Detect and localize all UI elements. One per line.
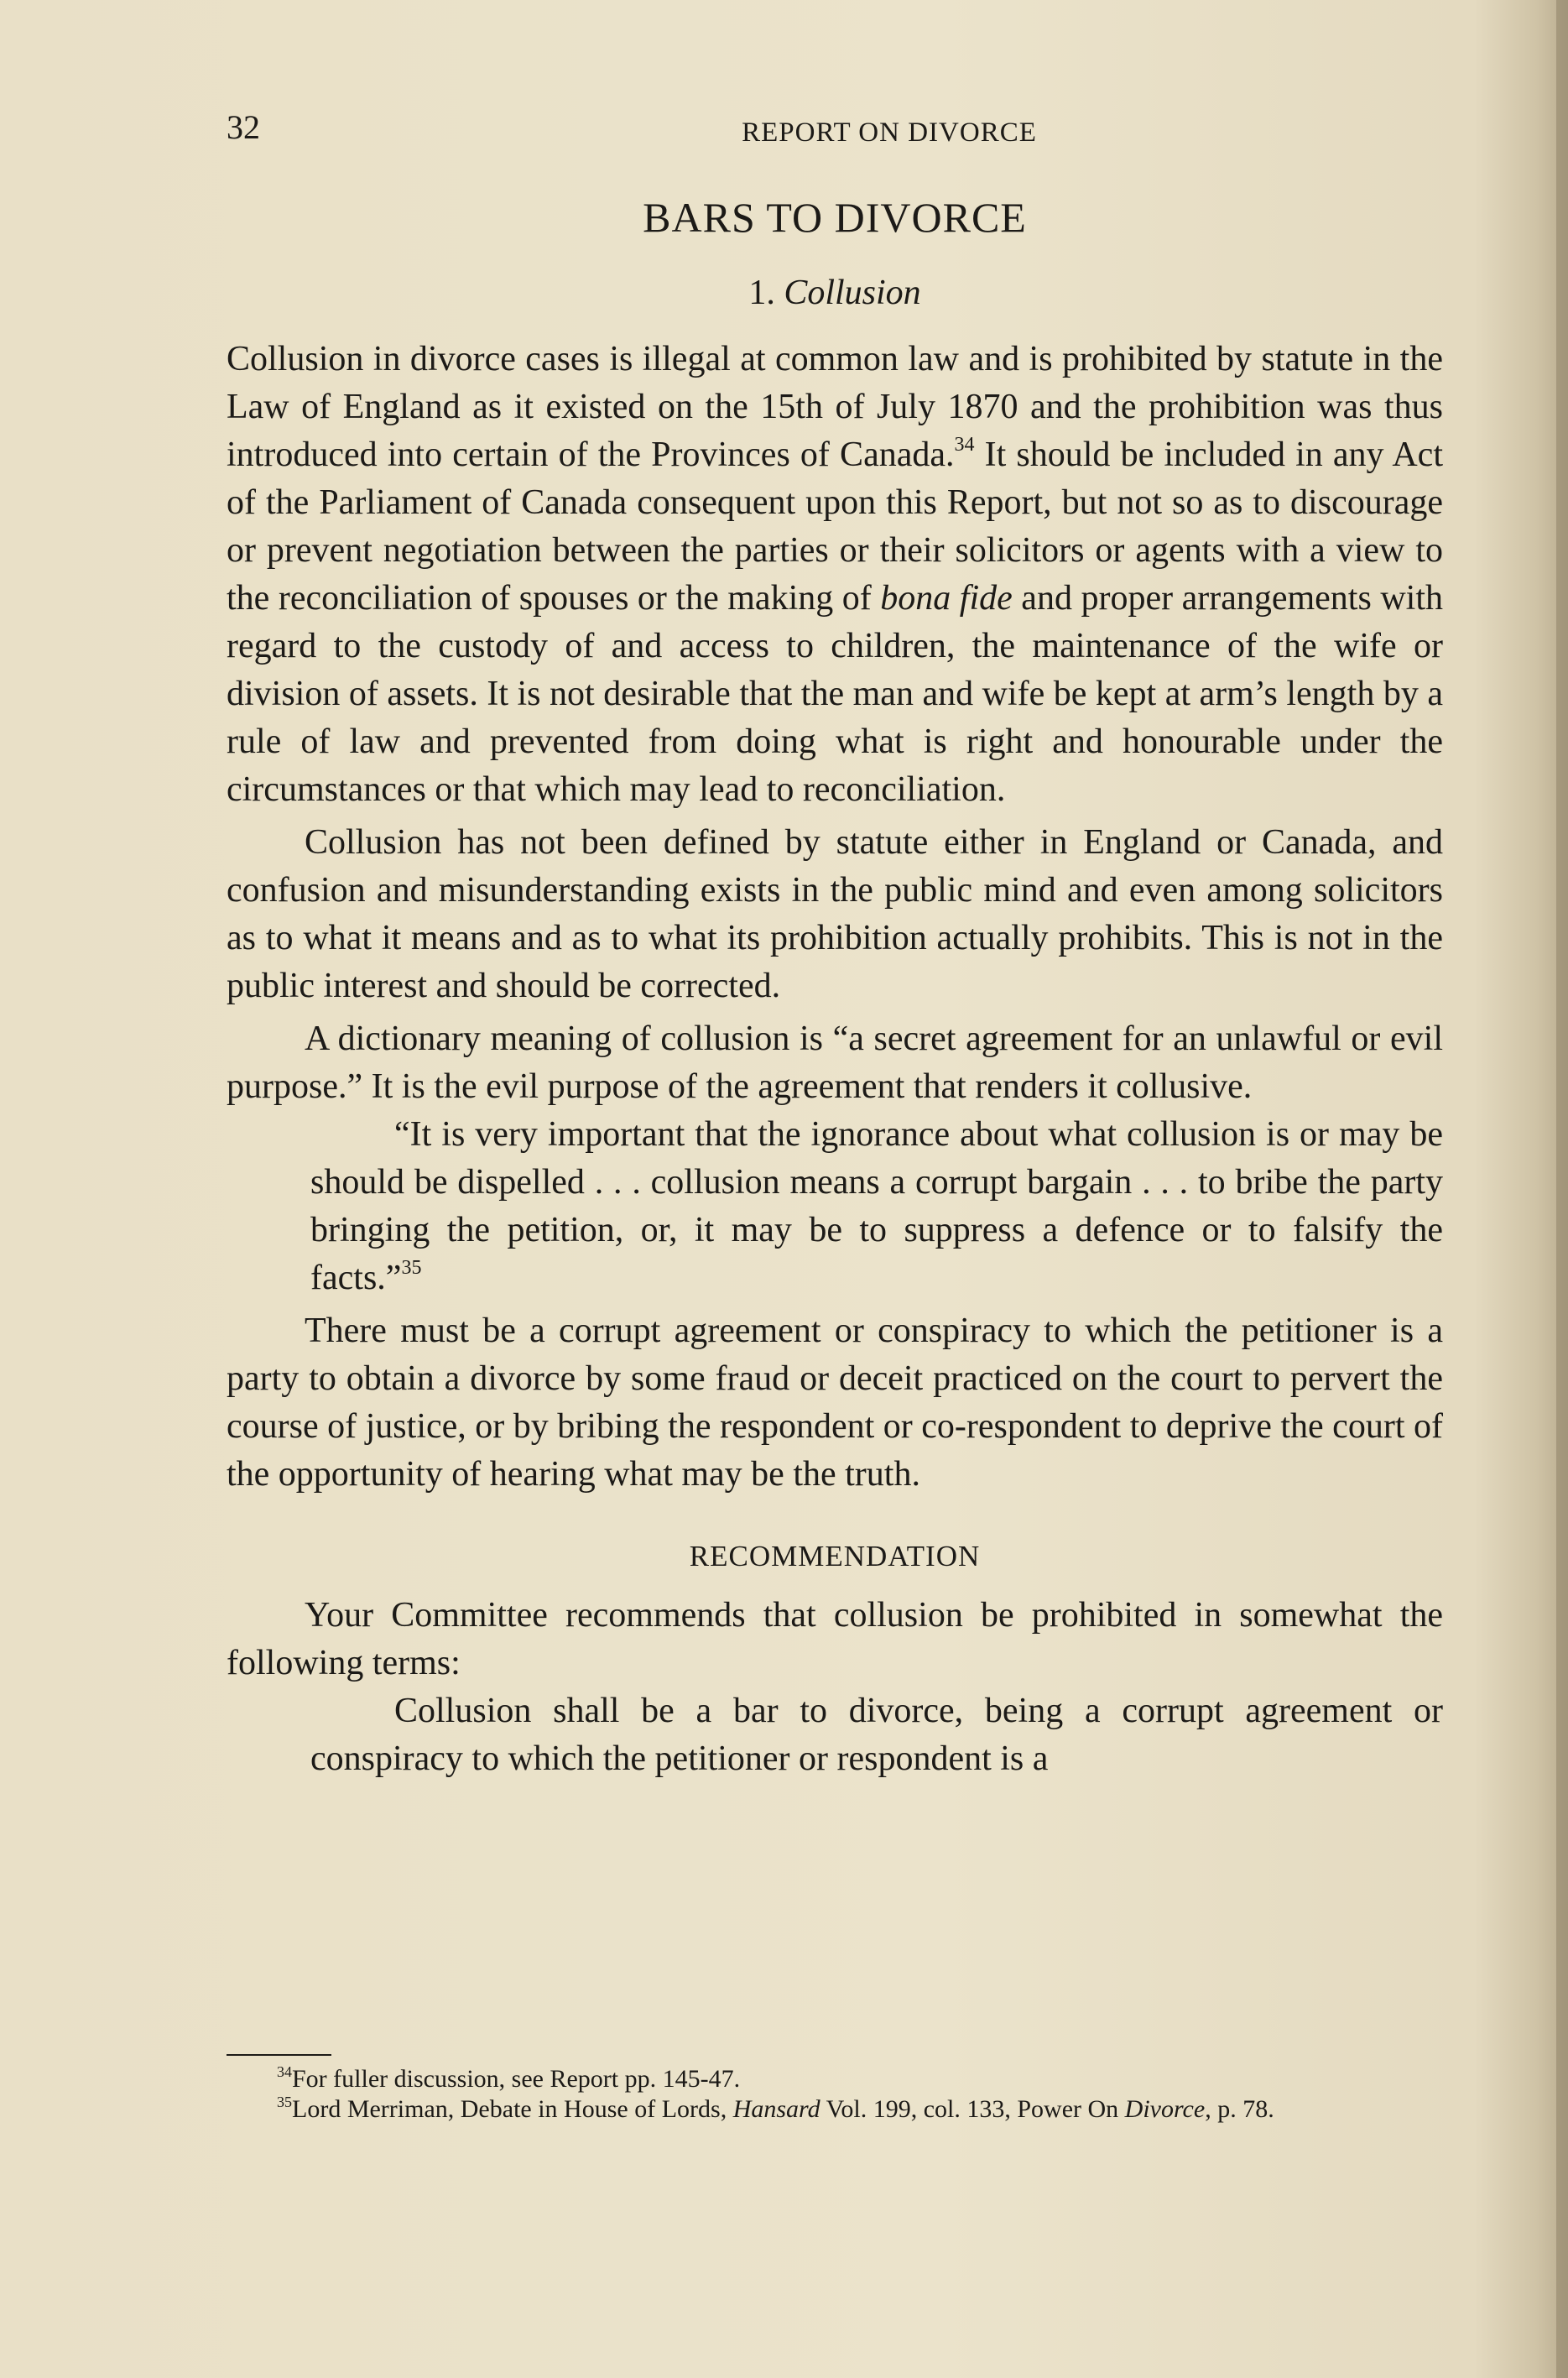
footnote-35 (227, 2094, 1435, 2125)
page-edge-shadow (1556, 0, 1568, 2378)
section-title: BARS TO DIVORCE (643, 194, 1027, 241)
paragraph-2: Collusion has not been defined by statute either in England or Canada, and confusion and misunderstanding exists in the public mind and even among solicitors as to what it means and as to what its prohibition actually prohibits. This is not in the public interest and should be corrected. (227, 823, 1443, 1005)
subsection-title: Collusion (784, 274, 921, 312)
footnote-35-part-c: , p. 78. (1205, 2095, 1274, 2123)
paragraph-1-part-c: and proper arrangements with regard to the custody of and access to children, the maintenance of the wife or division of assets. It is not desirable that the man and wife be kept at arm’s length by a rule of law and prevented from doing what is right and honourable under the circumstances or that which may lead to reconciliation. (227, 579, 1443, 809)
block-quote-text: “It is very important that the ignorance about what collusion is or may be should be dispelled . . . collusion means a corrupt bargain . . . to bribe the party bringing the petition, or, it may be to suppress a defence or to falsify the facts.” (310, 1115, 1443, 1297)
footnote-35-part-b: Vol. 199, col. 133, Power On (820, 2095, 1125, 2123)
running-title: REPORT ON DIVORCE (742, 117, 1037, 148)
subsection-heading (227, 273, 1443, 313)
footnote-35-italic-2: Divorce (1124, 2095, 1206, 2123)
footnote-divider (227, 2054, 331, 2056)
footnote-34 (227, 2064, 1435, 2094)
paragraph-1 (227, 336, 1443, 814)
footnote-ref-34[interactable]: 34 (954, 434, 975, 456)
paragraph-3: A dictionary meaning of collusion is “a secret agreement for an unlawful or evil purpose.” It is the evil purpose of the agreement that renders it collusive. (227, 1020, 1443, 1106)
recommendation-heading: RECOMMENDATION (689, 1540, 981, 1572)
block-quote (310, 1111, 1443, 1302)
footnote-35-part-a: Lord Merriman, Debate in House of Lords, (292, 2095, 733, 2123)
footnote-35-mark: 35 (277, 2094, 292, 2110)
footnote-35-italic-1: Hansard (732, 2095, 820, 2123)
paragraph-1-italic: bona fide (880, 579, 1013, 618)
footnote-34-mark: 34 (277, 2063, 292, 2080)
running-header (227, 117, 1443, 149)
page-number: 32 (227, 108, 260, 146)
recommended-terms: Collusion shall be a bar to divorce, being a corrupt agreement or conspiracy to which the petitioner or respondent is a (310, 1692, 1443, 1778)
footnote-34-text: For fuller discussion, see Report pp. 145-47. (292, 2065, 741, 2093)
subsection-number: 1. (748, 274, 775, 312)
paragraph-4: There must be a corrupt agreement or conspiracy to which the petitioner is a party to obtain a divorce by some fraud or deceit practiced on the court to pervert the course of justice, or by bribing the respondent or co-respondent to deprive the court of the opportunity of hearing what may be the truth. (227, 1312, 1443, 1494)
footnote-ref-35[interactable]: 35 (401, 1257, 422, 1279)
footnotes (227, 2064, 1435, 2125)
paragraph-1-part-a: Collusion in divorce cases is illegal at common law and is prohibited by statute in the Law of England as it existed on the 15th of July 1870 and the prohibition was thus introduced into certain of the Provinces of Canada. (227, 340, 1443, 474)
paragraph-1-part-b: It should be included in any Act of the Parliament of Canada consequent upon this Report, but not so as to discourage or prevent negotiation between the parties or their solicitors or agents with a view to the reconciliation of spouses or the making of (227, 435, 1443, 618)
paragraph-5: Your Committee recommends that collusion be prohibited in somewhat the following terms: (227, 1596, 1443, 1682)
body-text (227, 336, 1443, 1783)
